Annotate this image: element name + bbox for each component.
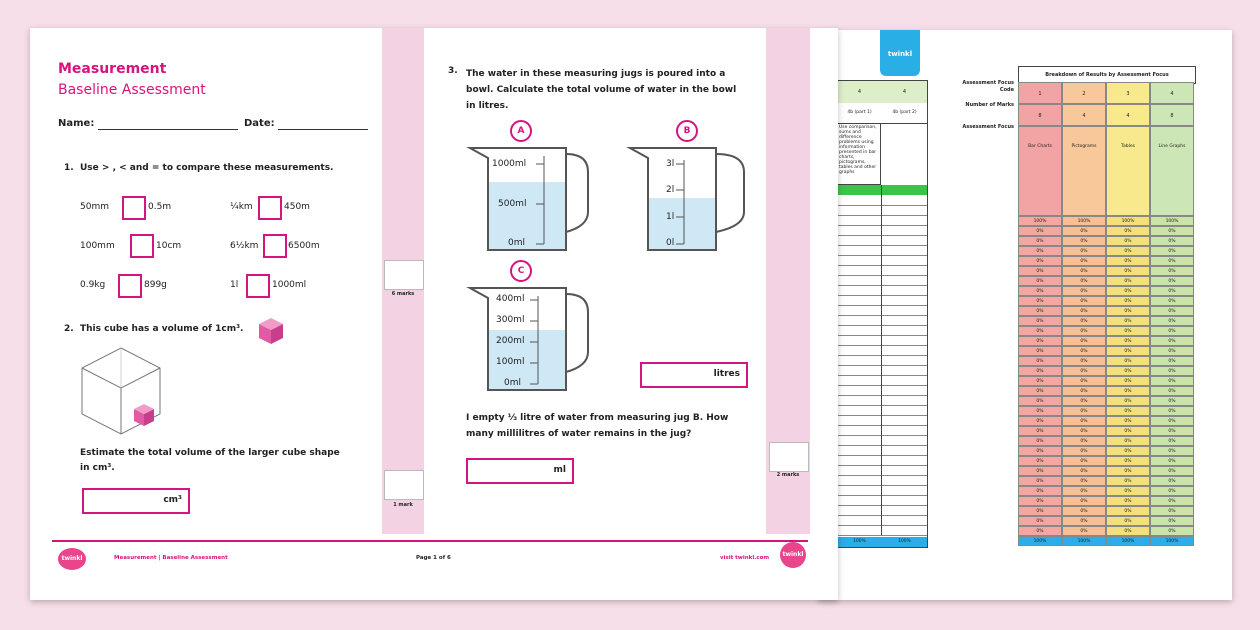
- result-cell: 0%: [1018, 506, 1062, 516]
- result-cell: 0%: [1018, 266, 1062, 276]
- result-cell: 0%: [1018, 446, 1062, 456]
- focus-name-cell: Bar Charts: [1018, 126, 1062, 216]
- q1-right-value: 10cm: [156, 241, 182, 251]
- result-cell: 0%: [1150, 286, 1194, 296]
- result-cell: 0%: [1106, 426, 1150, 436]
- result-cell: 0%: [1106, 256, 1150, 266]
- q3-number: 3.: [448, 66, 458, 76]
- jug-tick-label: 100ml: [496, 357, 525, 367]
- result-cell: 0%: [1106, 416, 1150, 426]
- result-cell: 0%: [1150, 346, 1194, 356]
- jug-label: C: [510, 260, 532, 282]
- result-cell: 0%: [1062, 396, 1106, 406]
- answer-unit: cm³: [163, 495, 182, 505]
- result-cell: 0%: [1106, 486, 1150, 496]
- result-cell: 0%: [1150, 356, 1194, 366]
- left-header-cell: 4: [837, 81, 883, 104]
- marks-count-cell: 4: [1062, 104, 1106, 126]
- jug-tick-label: 200ml: [496, 336, 525, 346]
- focus-footer-cell: 100%: [1062, 536, 1106, 546]
- focus-total-cell: 100%: [1150, 216, 1194, 226]
- q1-left-value: 50mm: [80, 202, 109, 212]
- result-cell: 0%: [1018, 406, 1062, 416]
- left-header-row: [837, 81, 927, 103]
- page-subtitle: Baseline Assessment: [58, 82, 206, 98]
- result-cell: 0%: [1150, 486, 1194, 496]
- result-cell: 0%: [1062, 526, 1106, 536]
- jug-tick-label: 300ml: [496, 315, 525, 325]
- jug-tick-label: 0l: [666, 238, 675, 248]
- twinkl-logo-text: twinkl: [887, 50, 913, 58]
- result-cell: 0%: [1106, 226, 1150, 236]
- focus-name-cell: Line Graphs: [1150, 126, 1194, 216]
- result-cell: 0%: [1150, 326, 1194, 336]
- result-cell: 0%: [1018, 426, 1062, 436]
- marks-count-cell: 8: [1018, 104, 1062, 126]
- result-cell: 0%: [1106, 336, 1150, 346]
- results-columns: [1018, 82, 1196, 546]
- result-cell: 0%: [1106, 286, 1150, 296]
- breakdown-header: Breakdown of Results by Assessment Focus: [1018, 66, 1196, 84]
- left-footer-cell: 100%: [882, 537, 927, 547]
- result-cell: 0%: [1150, 406, 1194, 416]
- jug-tick-label: 2l: [666, 185, 675, 195]
- result-cell: 0%: [1150, 416, 1194, 426]
- result-cell: 0%: [1018, 276, 1062, 286]
- result-cell: 0%: [1150, 396, 1194, 406]
- footer-rule: [52, 540, 808, 542]
- left-divider: [881, 185, 882, 535]
- result-cell: 0%: [1150, 376, 1194, 386]
- result-cell: 0%: [1106, 526, 1150, 536]
- result-cell: 0%: [1106, 246, 1150, 256]
- result-cell: 0%: [1150, 446, 1194, 456]
- compare-box[interactable]: [118, 274, 142, 298]
- jug-tick-label: 1000ml: [492, 159, 527, 169]
- q1-left-value: 6½km: [230, 241, 259, 251]
- q2-number: 2.: [64, 324, 74, 334]
- result-cell: 0%: [1150, 466, 1194, 476]
- footer-document-title: Measurement | Baseline Assessment: [114, 555, 228, 561]
- marks-box[interactable]: [384, 260, 424, 290]
- result-cell: 0%: [1106, 376, 1150, 386]
- focus-name-cell: Tables: [1106, 126, 1150, 216]
- assessment-label: Assessment Focus: [962, 124, 1014, 130]
- twinkl-logo: twinkl: [58, 548, 86, 570]
- result-cell: 0%: [1106, 446, 1150, 456]
- q3-followup-text: I empty ⅓ litre of water from measuring jug B. How many millilitres of water remains in the jug?: [466, 413, 729, 439]
- focus-total-cell: 100%: [1106, 216, 1150, 226]
- result-cell: 0%: [1150, 266, 1194, 276]
- left-footer-cell: 100%: [837, 537, 882, 547]
- result-cell: 0%: [1018, 496, 1062, 506]
- result-cell: 0%: [1106, 346, 1150, 356]
- result-cell: 0%: [1018, 256, 1062, 266]
- result-cell: 0%: [1062, 316, 1106, 326]
- result-cell: 0%: [1062, 236, 1106, 246]
- result-cell: 0%: [1062, 406, 1106, 416]
- jug-tick-label: 1l: [666, 212, 675, 222]
- result-cell: 0%: [1150, 306, 1194, 316]
- result-cell: 0%: [1150, 426, 1194, 436]
- result-cell: 0%: [1106, 326, 1150, 336]
- jug-label: B: [676, 120, 698, 142]
- focus-name-cell: Pictograms: [1062, 126, 1106, 216]
- left-sub-cell: 4b (part 1): [837, 103, 883, 124]
- focus-footer-cell: 100%: [1150, 536, 1194, 546]
- result-cell: 0%: [1150, 516, 1194, 526]
- result-cell: 0%: [1062, 386, 1106, 396]
- result-cell: 0%: [1150, 276, 1194, 286]
- q2-estimate-text: Estimate the total volume of the larger cube shape in cm³.: [80, 448, 340, 473]
- compare-box[interactable]: [246, 274, 270, 298]
- result-cell: 0%: [1106, 406, 1150, 416]
- result-cell: 0%: [1062, 426, 1106, 436]
- result-cell: 0%: [1106, 436, 1150, 446]
- q1-left-value: 0.9kg: [80, 280, 106, 290]
- jug-tick-label: 0ml: [508, 238, 525, 248]
- result-cell: 0%: [1062, 496, 1106, 506]
- result-cell: 0%: [1106, 276, 1150, 286]
- result-cell: 0%: [1106, 496, 1150, 506]
- result-cell: 0%: [1106, 516, 1150, 526]
- marks-label: 1 mark: [393, 502, 413, 508]
- jug-label: A: [510, 120, 532, 142]
- result-cell: 0%: [1018, 246, 1062, 256]
- jug-tick-label: 0ml: [504, 378, 521, 388]
- result-cell: 0%: [1106, 506, 1150, 516]
- result-cell: 0%: [1150, 386, 1194, 396]
- result-cell: 0%: [1018, 386, 1062, 396]
- focus-total-cell: 100%: [1018, 216, 1062, 226]
- result-cell: 0%: [1150, 496, 1194, 506]
- result-cell: 0%: [1150, 336, 1194, 346]
- result-cell: 0%: [1062, 516, 1106, 526]
- result-cell: 0%: [1018, 486, 1062, 496]
- assessment-label: Number of Marks: [965, 102, 1014, 108]
- result-cell: 0%: [1150, 316, 1194, 326]
- q1-left-value: 1l: [230, 280, 239, 290]
- results-tracker-sheet: [818, 30, 1232, 600]
- q2-text: This cube has a volume of 1cm³.: [80, 324, 244, 334]
- jug-tick-label: 500ml: [498, 199, 527, 209]
- result-cell: 0%: [1062, 286, 1106, 296]
- marks-count-cell: 4: [1106, 104, 1150, 126]
- result-cell: 0%: [1018, 466, 1062, 476]
- focus-footer-cell: 100%: [1106, 536, 1150, 546]
- page-title: Measurement: [58, 61, 167, 77]
- result-cell: 0%: [1018, 236, 1062, 246]
- result-cell: 0%: [1106, 386, 1150, 396]
- result-cell: 0%: [1018, 326, 1062, 336]
- result-cell: 0%: [1018, 316, 1062, 326]
- measuring-jug-a: [464, 142, 594, 254]
- marks-box[interactable]: [769, 442, 809, 472]
- date-field[interactable]: [278, 128, 368, 130]
- jug-tick-label: 400ml: [496, 294, 525, 304]
- result-cell: 0%: [1150, 526, 1194, 536]
- marks-label: 6 marks: [391, 291, 415, 297]
- result-cell: 0%: [1062, 356, 1106, 366]
- result-cell: 0%: [1018, 526, 1062, 536]
- result-cell: 0%: [1062, 416, 1106, 426]
- marks-count-cell: 8: [1150, 104, 1194, 126]
- left-description: Use comparison, sums and difference problems using information presented in bar charts, pictograms, tables and other graphs: [837, 123, 881, 185]
- result-cell: 0%: [1062, 456, 1106, 466]
- result-cell: 0%: [1150, 236, 1194, 246]
- name-field[interactable]: [98, 128, 238, 130]
- focus-total-cell: 100%: [1062, 216, 1106, 226]
- result-cell: 0%: [1018, 356, 1062, 366]
- left-sub-cell: 4b (part 2): [882, 103, 928, 124]
- result-cell: 0%: [1018, 376, 1062, 386]
- q1-left-value: 100mm: [80, 241, 115, 251]
- q1-right-value: 1000ml: [272, 280, 307, 290]
- result-cell: 0%: [1106, 466, 1150, 476]
- result-cell: 0%: [1062, 486, 1106, 496]
- focus-code-cell: 1: [1018, 82, 1062, 104]
- result-cell: 0%: [1018, 286, 1062, 296]
- jug-tick-label: 3l: [666, 159, 675, 169]
- result-cell: 0%: [1018, 366, 1062, 376]
- result-cell: 0%: [1150, 296, 1194, 306]
- result-cell: 0%: [1062, 266, 1106, 276]
- result-cell: 0%: [1062, 466, 1106, 476]
- left-green-bar: [837, 185, 927, 195]
- focus-code-cell: 4: [1150, 82, 1194, 104]
- focus-code-cell: 2: [1062, 82, 1106, 104]
- result-cell: 0%: [1062, 276, 1106, 286]
- marks-label: 2 marks: [776, 472, 800, 478]
- assessment-label: Assessment Focus Code: [962, 80, 1014, 93]
- result-cell: 0%: [1106, 266, 1150, 276]
- result-cell: 0%: [1106, 366, 1150, 376]
- result-cell: 0%: [1106, 306, 1150, 316]
- result-cell: 0%: [1106, 456, 1150, 466]
- compare-box[interactable]: [130, 234, 154, 258]
- result-cell: 0%: [1018, 416, 1062, 426]
- result-cell: 0%: [1018, 306, 1062, 316]
- twinkl-badge: twinkl: [780, 542, 806, 568]
- result-cell: 0%: [1106, 316, 1150, 326]
- small-cube-icon: [256, 316, 286, 346]
- marks-box[interactable]: [384, 470, 424, 500]
- result-cell: 0%: [1062, 226, 1106, 236]
- result-cell: 0%: [1062, 326, 1106, 336]
- litres-answer-box[interactable]: [640, 362, 748, 388]
- result-cell: 0%: [1106, 476, 1150, 486]
- result-cell: 0%: [1062, 446, 1106, 456]
- result-cell: 0%: [1150, 256, 1194, 266]
- q1-right-value: 899g: [144, 280, 167, 290]
- date-label: Date:: [244, 118, 275, 129]
- q3-text: The water in these measuring jugs is poured into a bowl. Calculate the total volume of water in the bowl in litres.: [466, 69, 737, 111]
- result-cell: 0%: [1018, 436, 1062, 446]
- q1-text: Use > , < and = to compare these measurements.: [80, 163, 334, 173]
- footer-website: visit twinkl.com: [720, 555, 770, 561]
- result-cell: 0%: [1150, 456, 1194, 466]
- measuring-jug-b: [624, 142, 754, 254]
- q1-left-value: ¼km: [230, 202, 253, 212]
- result-cell: 0%: [1062, 336, 1106, 346]
- result-cell: 0%: [1150, 366, 1194, 376]
- result-cell: 0%: [1062, 296, 1106, 306]
- result-cell: 0%: [1062, 346, 1106, 356]
- q1-number: 1.: [64, 163, 74, 173]
- focus-code-cell: 3: [1106, 82, 1150, 104]
- result-cell: 0%: [1018, 516, 1062, 526]
- result-cell: 0%: [1018, 296, 1062, 306]
- result-cell: 0%: [1018, 476, 1062, 486]
- focus-footer-cell: 100%: [1018, 536, 1062, 546]
- result-cell: 0%: [1150, 246, 1194, 256]
- answer-unit: ml: [553, 465, 566, 475]
- q1-right-value: 0.5m: [148, 202, 172, 212]
- left-header-cell: 4: [882, 81, 928, 104]
- compare-box[interactable]: [263, 234, 287, 258]
- footer-page-number: Page 1 of 6: [416, 555, 451, 561]
- result-cell: 0%: [1150, 506, 1194, 516]
- result-cell: 0%: [1150, 226, 1194, 236]
- result-cell: 0%: [1018, 226, 1062, 236]
- result-cell: 0%: [1018, 396, 1062, 406]
- twinkl-logo-tab: [880, 30, 920, 76]
- result-cell: 0%: [1018, 346, 1062, 356]
- q1-right-value: 6500m: [288, 241, 320, 251]
- result-cell: 0%: [1150, 476, 1194, 486]
- result-cell: 0%: [1062, 476, 1106, 486]
- volume-answer-box[interactable]: [82, 488, 190, 514]
- millilitres-answer-box[interactable]: [466, 458, 574, 484]
- result-cell: 0%: [1018, 456, 1062, 466]
- result-cell: 0%: [1106, 236, 1150, 246]
- result-cell: 0%: [1062, 366, 1106, 376]
- compare-box[interactable]: [258, 196, 282, 220]
- measuring-jug-c: [464, 282, 594, 394]
- left-description-blank: [882, 123, 927, 186]
- tracker-left-table: [836, 80, 928, 548]
- result-cell: 0%: [1018, 336, 1062, 346]
- compare-box[interactable]: [122, 196, 146, 220]
- result-cell: 0%: [1062, 246, 1106, 256]
- result-cell: 0%: [1106, 296, 1150, 306]
- result-cell: 0%: [1150, 436, 1194, 446]
- worksheet-page: [30, 28, 838, 600]
- result-cell: 0%: [1062, 376, 1106, 386]
- table-row: [837, 525, 927, 536]
- result-cell: 0%: [1062, 506, 1106, 516]
- large-cube-diagram: [76, 346, 166, 438]
- result-cell: 0%: [1062, 306, 1106, 316]
- name-label: Name:: [58, 118, 95, 129]
- result-cell: 0%: [1106, 356, 1150, 366]
- answer-unit: litres: [713, 369, 740, 379]
- q1-right-value: 450m: [284, 202, 310, 212]
- result-cell: 0%: [1062, 256, 1106, 266]
- result-cell: 0%: [1062, 436, 1106, 446]
- result-cell: 0%: [1106, 396, 1150, 406]
